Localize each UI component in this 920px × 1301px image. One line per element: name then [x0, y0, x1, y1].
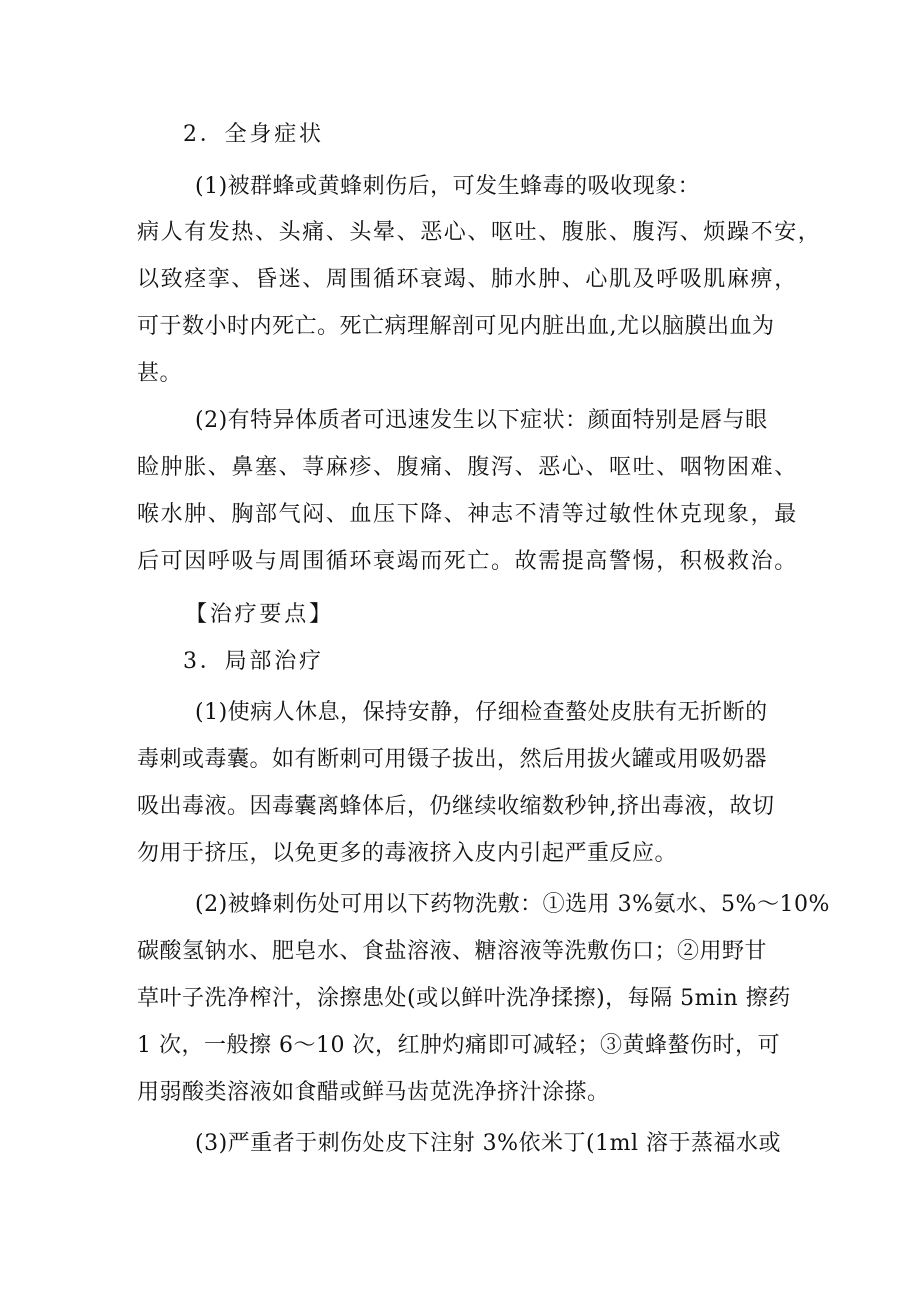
- paragraph-2-line-4: 后可因呼吸与周围循环衰竭而死亡。故需提高警惕，积极救治。: [137, 549, 798, 574]
- section-title-treatment: 【治疗要点】: [185, 602, 334, 627]
- paragraph-1-line-3: 以致痉挛、昏迷、周围循环衰竭、肺水肿、心肌及呼吸肌麻痹，: [137, 267, 798, 292]
- paragraph-4-line-1: (2)被蜂刺伤处可用以下药物洗敷：①选用 3%氨水、5%～10%: [195, 892, 830, 917]
- paragraph-2-line-2: 睑肿胀、鼻塞、荨麻疹、腹痛、腹泻、恶心、呕吐、咽物困难、: [137, 455, 798, 480]
- paragraph-4-line-2: 碳酸氢钠水、肥皂水、食盐溶液、糖溶液等洗敷伤口；②用野甘: [137, 939, 768, 964]
- section-heading-general-symptoms: 2．全身症状: [183, 122, 324, 147]
- paragraph-4-line-3: 草叶子洗净榨汁，涂擦患处(或以鲜叶洗净揉擦)，每隔 5min 擦药: [137, 986, 791, 1011]
- paragraph-1-line-4: 可于数小时内死亡。死亡病理解剖可见内脏出血,尤以脑膜出血为: [137, 314, 775, 339]
- paragraph-4-line-5: 用弱酸类溶液如食醋或鲜马齿苋洗净挤汁涂搽。: [137, 1080, 610, 1105]
- paragraph-3-line-3: 吸出毒液。因毒囊离蜂体后，仍继续收缩数秒钟,挤出毒液，故切: [137, 794, 775, 819]
- paragraph-3-line-1: (1)使病人休息，保持安静，仔细检查螯处皮肤有无折断的: [195, 700, 768, 725]
- paragraph-5-line-1: (3)严重者于刺伤处皮下注射 3%依米丁(1ml 溶于蒸福水或: [195, 1131, 782, 1156]
- paragraph-1-line-5: 甚。: [137, 361, 183, 386]
- paragraph-1-line-1: (1)被群蜂或黄蜂刺伤后，可发生蜂毒的吸收现象：: [195, 174, 701, 199]
- paragraph-1-line-2: 病人有发热、头痛、头晕、恶心、呕吐、腹胀、腹泻、烦躁不安，: [137, 220, 822, 245]
- paragraph-4-line-4: 1 次，一般擦 6～10 次，红肿灼痛即可减轻；③黄蜂螯伤时，可: [137, 1033, 780, 1058]
- paragraph-2-line-1: (2)有特异体质者可迅速发生以下症状：颜面特别是唇与眼: [195, 408, 768, 433]
- paragraph-3-line-4: 勿用于挤压，以免更多的毒液挤入皮内引起严重反应。: [137, 841, 678, 866]
- paragraph-3-line-2: 毒刺或毒囊。如有断刺可用镊子拔出，然后用拔火罐或用吸奶器: [137, 747, 768, 772]
- section-heading-local-treatment: 3．局部治疗: [183, 649, 324, 674]
- paragraph-2-line-3: 喉水肿、胸部气闷、血压下降、神志不清等过敏性休克现象，最: [137, 502, 798, 527]
